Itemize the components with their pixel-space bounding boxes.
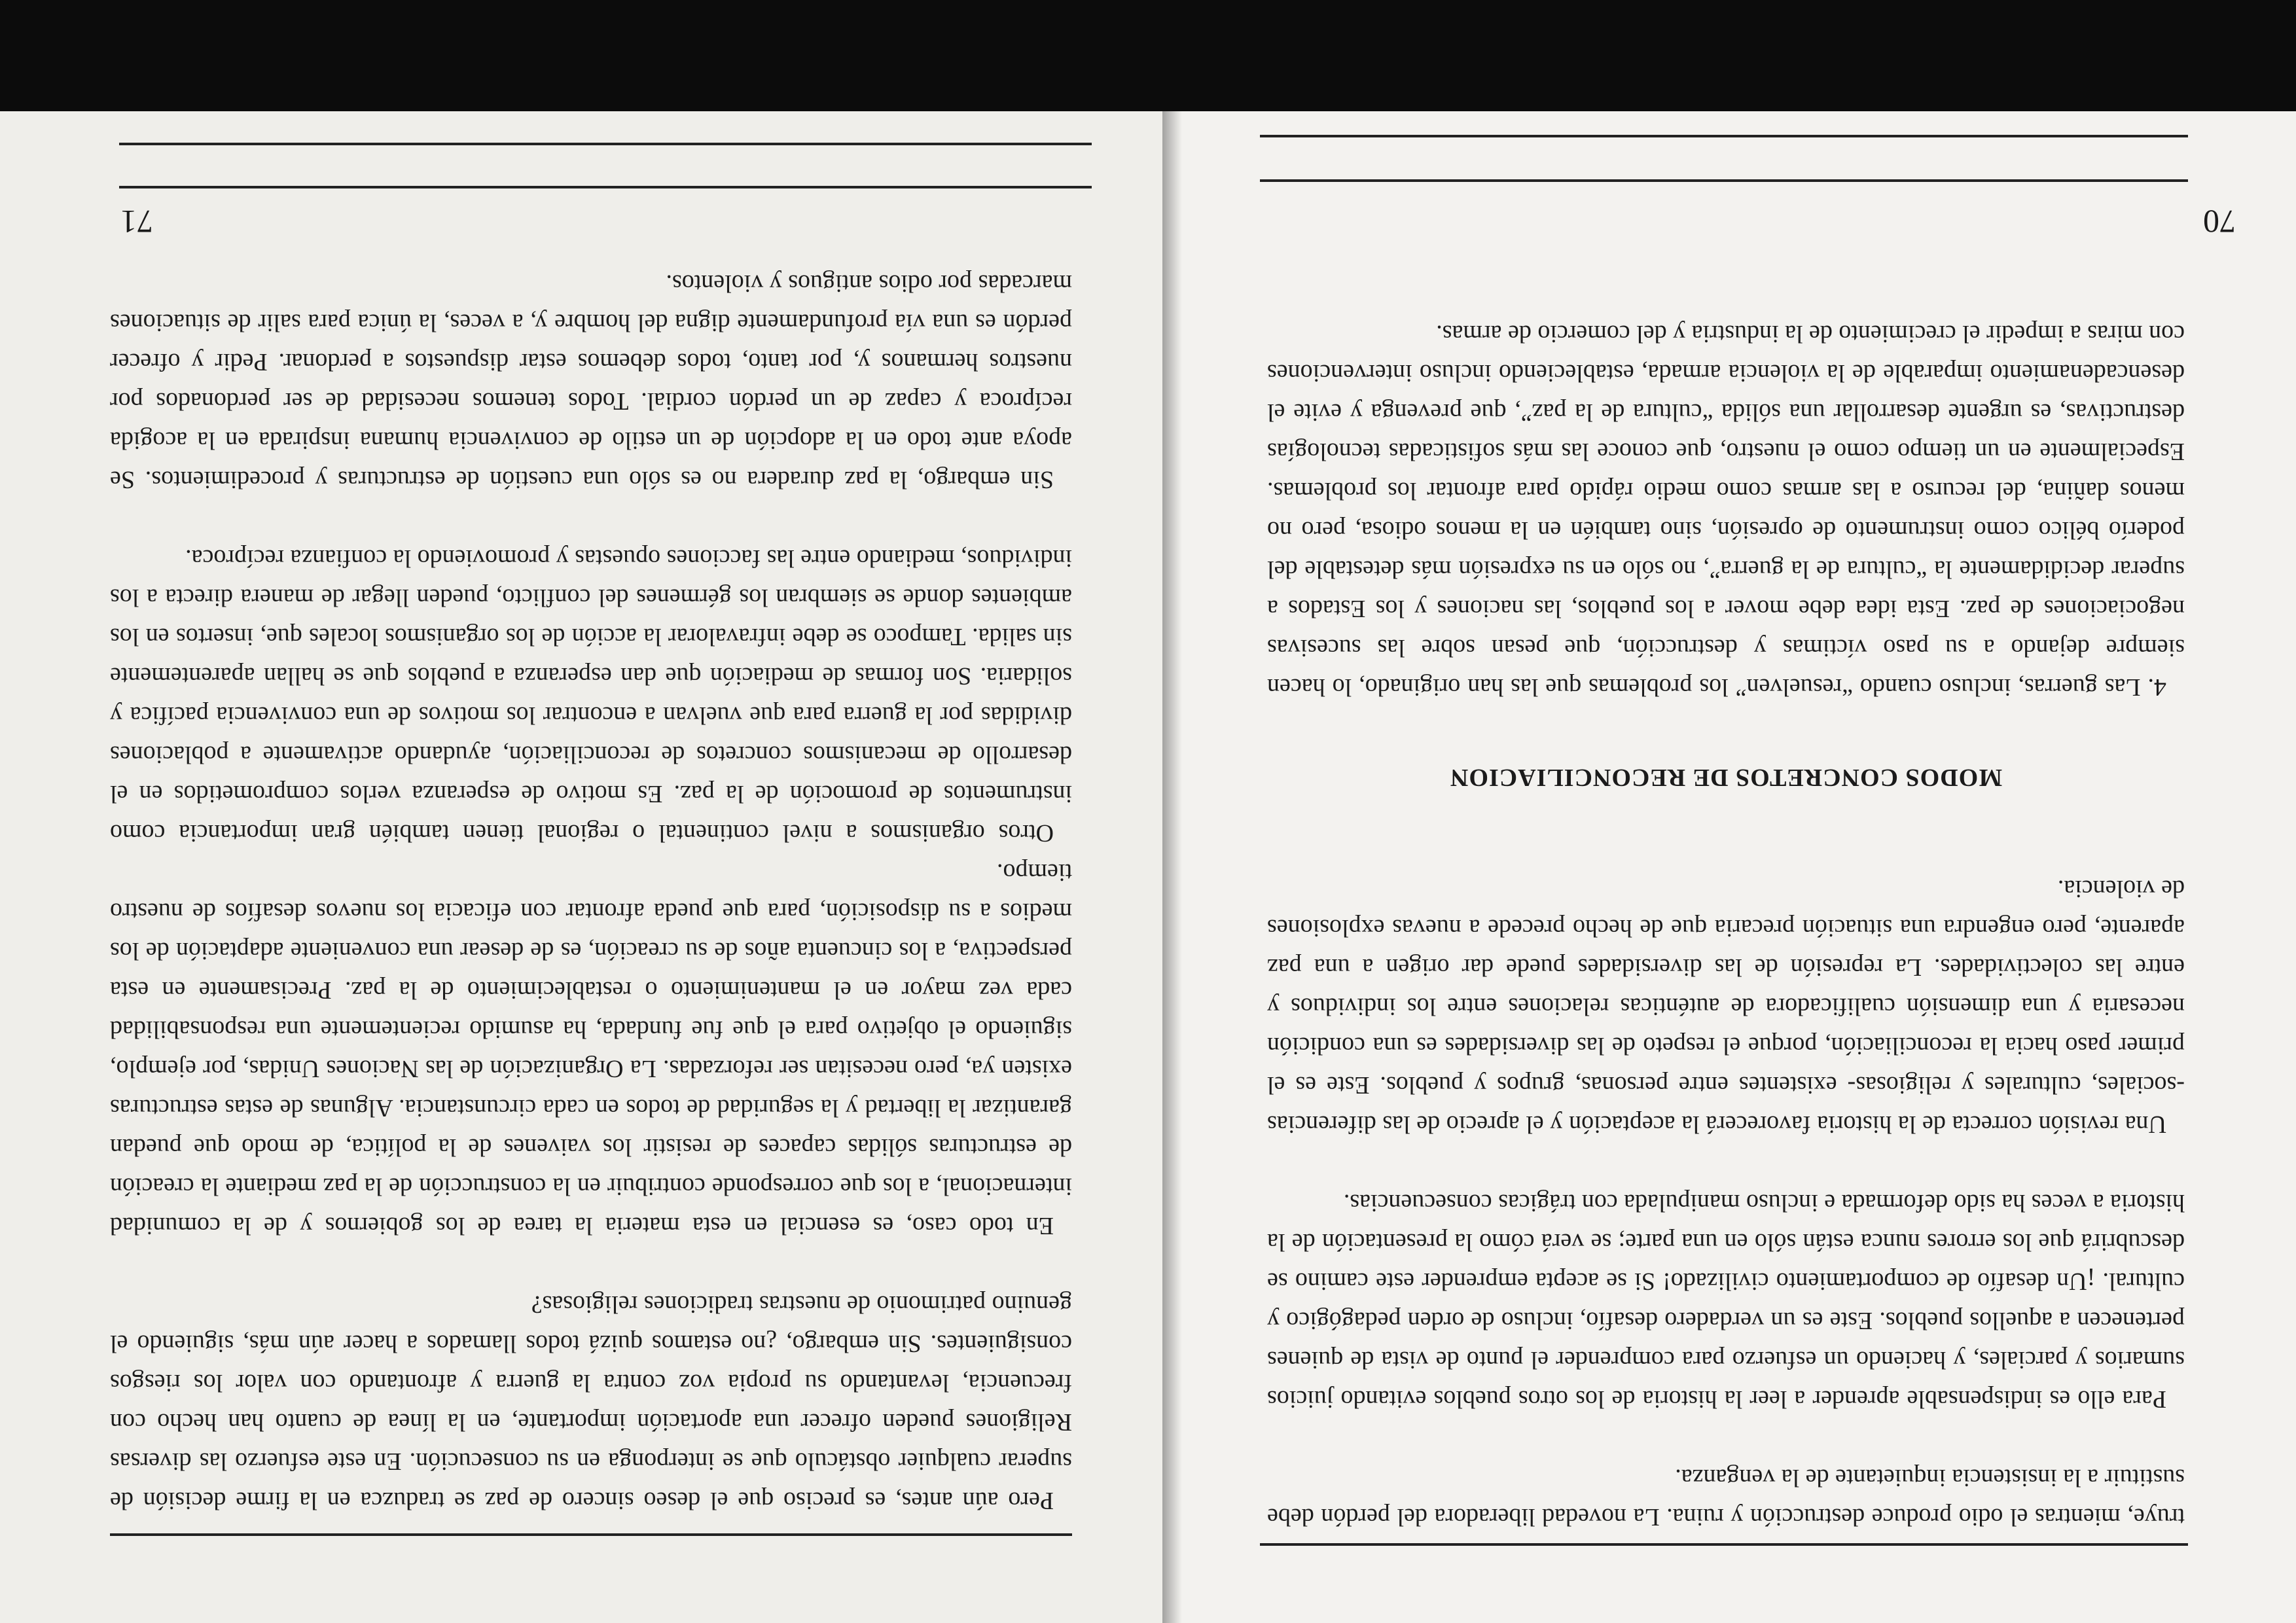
paragraph: truye, mientras el odio produce destrucción y ruina. La novedad liberadora del perdón debe sustituir a la insistencia inquietante de la venganza. xyxy=(1267,1464,2185,1531)
top-rule xyxy=(110,1533,1072,1536)
paragraph: Sin embargo, la paz duradera no es sólo una cuestión de estructuras y procedimientos. Se apoya ante todo en la adopción de un estilo de convivencia humana inspirada en la acogida recíproca y capaz de un perdón cordial. Todos tenemos necesidad de ser perdonados por nuestros hermanos y, por tanto, todos debemos estar dispuestos a perdonar. Pedir y ofrecer perdón es una vía profundamente digna del hombre y, a veces, la única para salir de situaciones marcadas por odios antiguos y violentos. xyxy=(110,270,1072,493)
scanner-edge xyxy=(0,0,2296,111)
page-number: 70 xyxy=(2203,204,2236,240)
right-page-body xyxy=(110,264,1072,1520)
footer-rule xyxy=(1260,135,2188,137)
bottom-rule xyxy=(1260,179,2188,182)
paragraph: 4. Las guerras, incluso cuando “resuelven” los problemas que las han originado, lo hacen siempre dejando a su paso víctimas y destrucción, que pesan sobre las sucesivas negociaciones de paz. Esta idea debe mover a los pueblos, las naciones y los Estados a superar decididamente la “cultura de la guerra”, no sólo en su expresión más detestable del poderío bélico como instrumento de opresión, sino también en la menos odiosa, pero no menos dañina, del recurso a las armas como medio rápido para afrontar los problemas. Especialmente en un tiempo como el nuestro, que conoce las más sofisticadas tecnologías destructivas, es urgente desarrollar una sólida “cultura de la paz”, que prevenga y evite el desencadenamiento imparable de la violencia armada, estableciendo incluso intervenciones con miras a impedir el crecimiento de la industria y del comercio de armas. xyxy=(1267,320,2185,701)
page-number: 71 xyxy=(120,204,153,240)
paragraph: En todo caso, es esencial en esta materia la tarea de los gobiernos y de la comunidad internacional, a los que corresponde contribuir en la construcción de la paz mediante la creación de estructuras sólidas capaces de resistir los vaivenes de la política, de modo que puedan garantizar la libertad y la seguridad de todos en cada circunstancia. Algunas de estas estructuras existen ya, pero necesitan ser reforzadas. La Organización de las Naciones Unidas, por ejemplo, siguiendo el objetivo para el que fue fundada, ha asumido recientemente una responsabilidad cada vez mayor en el mantenimiento o restablecimiento de la paz. Precisamente en esta perspectiva, a los cincuenta años de su creación, es de desear una conveniente adaptación de los medios a su disposición, para que pueda afrontar con eficacia los nuevos desafíos de nuestro tiempo. xyxy=(110,859,1072,1240)
paragraph: Otros organismos a nivel continental o regional tienen también gran importancia como instrumentos de promoción de la paz. Es motivo de esperanza verlos comprometidos en el desarrollo de mecanismos concretos de reconciliación, ayudando activamente a poblaciones divididas por la guerra para que vuelvan a encontrar los motivos de una convivencia pacífica y solidaria. Son formas de mediación que dan esperanza a pueblos que se hallan aparentemente sin salida. Tampoco se debe infravalorar la acción de los organismos locales que, insertos en los ambientes donde se siembran los gérmenes del conflicto, pueden llegar de manera directa a los individuos, mediando entre las facciones opuestas y promoviendo la confianza recíproca. xyxy=(110,544,1072,847)
section-title: MODOS CONCRETOS DE RECONCILIACION xyxy=(1449,764,2003,791)
bottom-rule xyxy=(119,186,1092,188)
paragraph: Pero aún antes, es preciso que el deseo sincero de paz se traduzca en la firme decisión de superar cualquier obstáculo que se interponga en su consecución. En este esfuerzo las diversas Religiones pueden ofrecer una aportación importante, en la línea de cuanto han hecho con frecuencia, levantando su propia voz contra la guerra y afrontando con valor los riesgos consiguientes. Sin embargo, ¿no estamos quizá todos llamados a hacer aún más, siguiendo el genuino patrimonio de nuestras tradiciones religiosas? xyxy=(110,1291,1072,1514)
right-page xyxy=(0,111,1162,1623)
paragraph: Una revisión correcta de la historia favorecerá la aceptación y el aprecio de las diferencias -sociales, culturales y religiosas- existentes entre personas, grupos y pueblos. Este es el primer paso hacia la reconciliación, porque el respeto de las diversidades es una condición necesaria y una dimensión cualificadora de auténticas relaciones entre los individuos y entre las colectividades. La represión de las diversidades puede dar origen a una paz aparente, pero engendra una situación precaria que de hecho precede a nuevas explosiones de violencia. xyxy=(1267,875,2185,1138)
top-rule xyxy=(1260,1543,2188,1546)
left-page xyxy=(1162,111,2296,1623)
paragraph: Para ello es indispensable aprender a leer la historia de los otros pueblos evitando juicios sumarios y parciales, y haciendo un esfuerzo para comprender el punto de vista de quienes pertenecen a aquellos pueblos. Este es un verdadero desafío, incluso de orden pedagógico y cultural. ¡Un desafío de comportamiento civilizado! Si se acepta emprender este camino se descubrirá que los errores nunca están sólo en una parte; se verá cómo la presentación de la historia a veces ha sido deformada e incluso manipulada con trágicas consecuencias. xyxy=(1267,1189,2185,1413)
left-page-body xyxy=(1267,314,2185,1537)
footer-rule xyxy=(119,143,1092,145)
